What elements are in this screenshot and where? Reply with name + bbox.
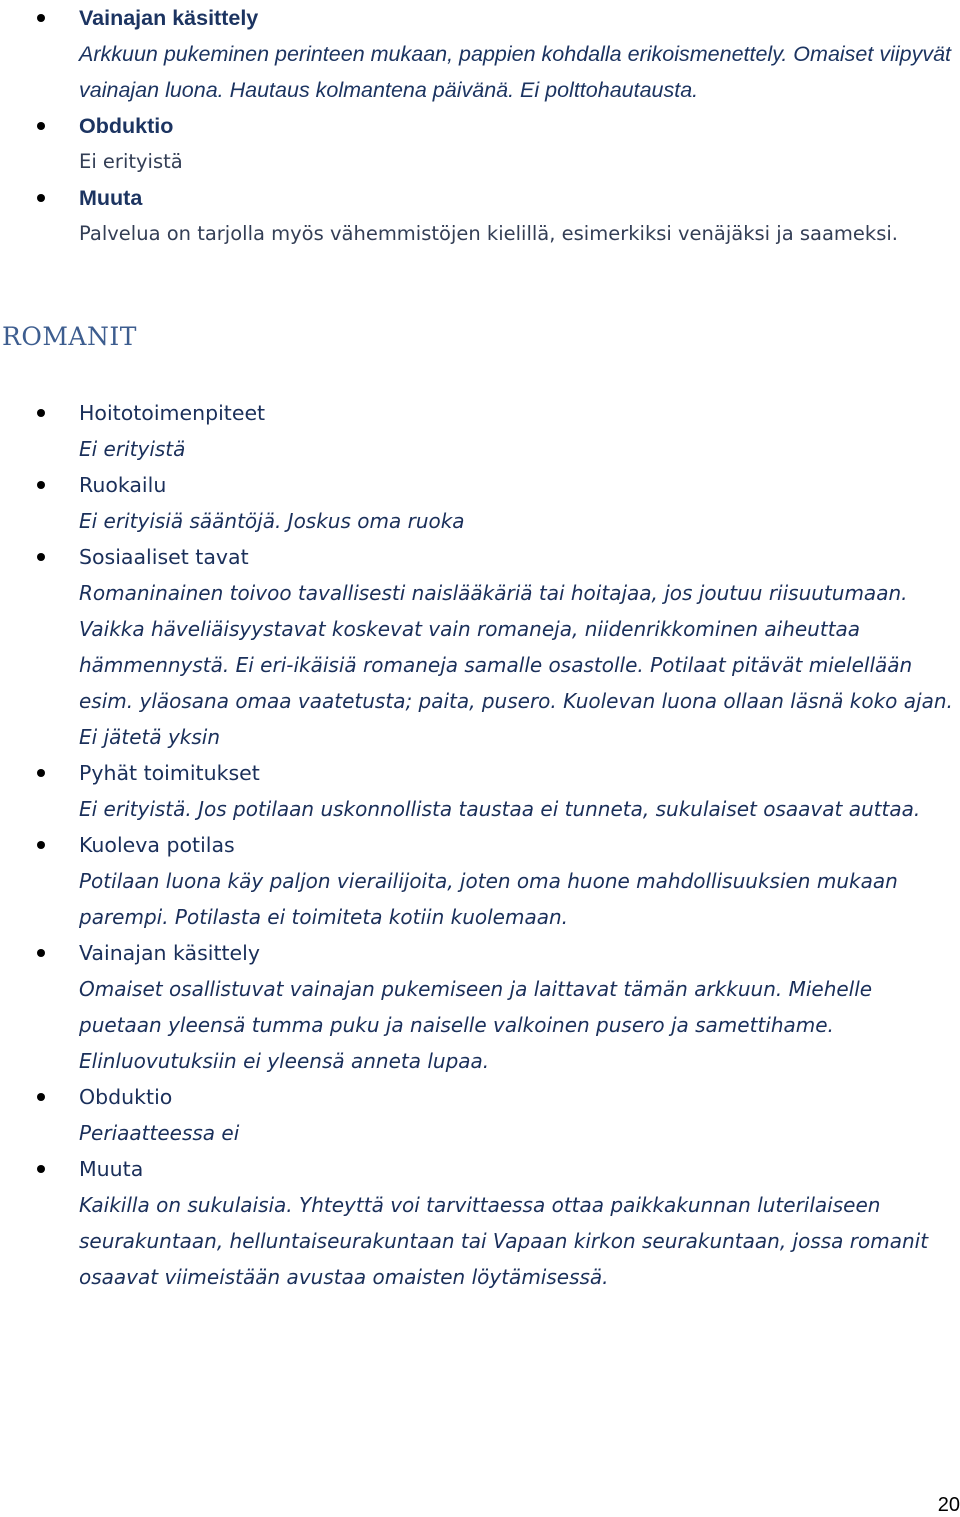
item-body: Ei erityistä: [79, 150, 183, 173]
item-heading: Pyhät toimitukset: [79, 761, 260, 785]
item-heading: Ruokailu: [79, 473, 167, 497]
bullet-icon: [37, 481, 45, 489]
list-item: [0, 1079, 960, 1151]
bullet-icon: [37, 14, 45, 22]
item-body: Omaiset osallistuvat vainajan pukemiseen ja laittavat tämän arkkuun. Miehelle puetaan yleensä tumma puku ja naiselle valkoinen pusero ja samettihame. Elinluovutuksiin ei yleensä anneta lupaa.: [79, 977, 873, 1073]
bullet-icon: [37, 409, 45, 417]
list-item: [0, 539, 960, 755]
item-heading: Kuoleva potilas: [79, 833, 235, 857]
item-heading: Obduktio: [79, 114, 174, 138]
section-title-romanit: ROMANIT: [2, 322, 137, 351]
item-body: Kaikilla on sukulaisia. Yhteyttä voi tarvittaessa ottaa paikkakunnan luterilaiseen seurakuntaan, helluntaiseurakuntaan tai Vapaan kirkon seurakuntaan, jossa romanit osaavat viimeistään avustaa omaisten löytämisessä.: [79, 1193, 929, 1289]
item-heading: Hoitotoimenpiteet: [79, 401, 266, 425]
item-body: Romaninainen toivoo tavallisesti naislääkäriä tai hoitajaa, jos joutuu riisuutumaan. Vaikka häveliäisyystavat koskevat vain romaneja, niidenrikkominen aiheuttaa hämmennystä. Ei eri-ikäisiä romaneja samalle osastolle. Potilaat pitävät mielellään esim. yläosana omaa vaatetusta; paita, pusero. Kuolevan luona ollaan läsnä koko ajan. Ei jätetä yksin: [79, 581, 953, 749]
item-heading: Sosiaaliset tavat: [79, 545, 249, 569]
list-item: [0, 395, 960, 467]
bullet-icon: [37, 1165, 45, 1173]
list-item: [0, 755, 960, 827]
item-heading: Vainajan käsittely: [79, 6, 259, 30]
item-body: Potilaan luona käy paljon vierailijoita, joten oma huone mahdollisuuksien mukaan parempi. Potilasta ei toimiteta kotiin kuolemaan.: [79, 869, 898, 929]
item-heading: Muuta: [79, 1157, 144, 1181]
romanit-section: [0, 395, 960, 1295]
item-body: Periaatteessa ei: [79, 1121, 240, 1145]
item-heading: Muuta: [79, 186, 143, 210]
item-body: Ei erityistä: [79, 437, 186, 461]
item-body: Palvelua on tarjolla myös vähemmistöjen kielillä, esimerkiksi venäjäksi ja saameksi.: [79, 222, 898, 245]
list-item: [0, 935, 960, 1079]
page-number: 20: [937, 1494, 960, 1516]
item-heading: Obduktio: [79, 1085, 173, 1109]
bullet-icon: [37, 949, 45, 957]
bullet-icon: [37, 553, 45, 561]
list-item: [0, 108, 960, 180]
list-item: [0, 827, 960, 935]
list-item: [0, 1151, 960, 1295]
list-item: [0, 467, 960, 539]
list-item: [0, 0, 960, 108]
bullet-icon: [37, 1093, 45, 1101]
top-section: [0, 0, 960, 252]
bullet-icon: [37, 194, 45, 202]
item-body: Ei erityisiä sääntöjä. Joskus oma ruoka: [79, 509, 465, 533]
item-body: Ei erityistä. Jos potilaan uskonnollista taustaa ei tunneta, sukulaiset osaavat auttaa.: [79, 797, 921, 821]
bullet-icon: [37, 841, 45, 849]
list-item: [0, 180, 960, 252]
bullet-icon: [37, 122, 45, 130]
bullet-icon: [37, 769, 45, 777]
item-body: Arkkuun pukeminen perinteen mukaan, pappien kohdalla erikoismenettely. Omaiset viipyvät vainajan luona. Hautaus kolmantena päivänä. Ei polttohautausta.: [79, 42, 952, 102]
item-heading: Vainajan käsittely: [79, 941, 260, 965]
